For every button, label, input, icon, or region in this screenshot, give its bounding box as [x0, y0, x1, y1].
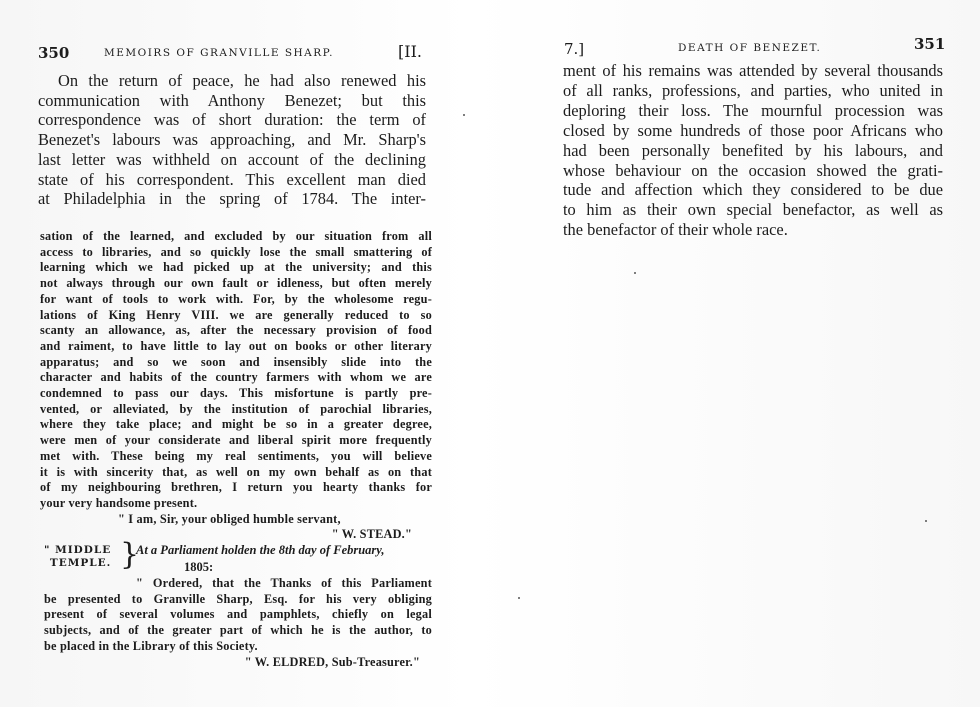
middle-temple-label-line: " MIDDLE	[44, 544, 112, 556]
paper-speck	[463, 114, 465, 116]
parliament-order	[44, 576, 432, 670]
order-signature: " W. ELDRED, Sub-Treasurer."	[244, 654, 420, 669]
body-line: Benezet's labours was approaching, and Mr. Sharp's	[38, 130, 426, 150]
middle-temple-label	[44, 544, 111, 570]
right-body-text	[563, 61, 943, 240]
body-line: On the return of peace, he had also renewed his	[58, 71, 426, 90]
parliament-heading: At a Parliament holden the 8th day of February,	[136, 543, 385, 557]
note-line: and raiment, to have little to lay out on books or other literary	[40, 338, 432, 353]
note-line: access to libraries, and so quickly lose the small smattering of	[40, 244, 432, 259]
note-line: scanty an allowance, as, after the necessary provision of food	[40, 323, 432, 338]
note-line: vented, or alleviated, by the institution of parochial libraries,	[40, 401, 432, 416]
left-page	[0, 0, 470, 707]
middle-temple-label-line: TEMPLE.	[49, 557, 112, 569]
note-line: learning which we had picked up at the university; and this	[40, 260, 432, 275]
right-page	[470, 0, 980, 707]
body-line: closed by some hundreds of those poor Africans who	[563, 120, 943, 140]
right-page-number: 351	[914, 35, 946, 53]
order-line: " Ordered, that the Thanks of this Parliament	[136, 576, 432, 590]
left-body-text	[38, 71, 426, 209]
note-line: were men of your considerate and liberal spirit more frequently	[40, 433, 432, 448]
note-line: lations of King Henry VIII. we are generally reduced to so	[40, 307, 432, 322]
body-line: communication with Anthony Benezet; but this	[38, 90, 426, 110]
parliament-year: 1805:	[184, 560, 214, 574]
body-line: to him as their own special benefactor, as well as	[563, 200, 943, 220]
order-line: be presented to Granville Sharp, Esq. for his very obliging	[44, 591, 432, 606]
body-line: ment of his remains was attended by several thousands	[563, 61, 943, 80]
letter-signature: " W. STEAD."	[331, 527, 412, 542]
brace-symbol: }	[120, 537, 140, 572]
right-chapter-ref: 7.]	[564, 40, 585, 58]
note-line: condemned to pass our days. This misfortune is partly pre-	[40, 386, 432, 401]
paper-speck	[925, 520, 927, 522]
body-line: the benefactor of their whole race.	[563, 220, 788, 240]
body-line: last letter was withheld on account of the declining	[38, 149, 426, 169]
left-running-title: MEMOIRS OF GRANVILLE SHARP.	[104, 47, 334, 59]
note-line: where they take place; and might be so in a greater degree,	[40, 417, 432, 432]
body-line: state of his correspondent. This excellent man died	[38, 169, 426, 189]
note-line: character and habits of the country farmers with whom we are	[40, 370, 432, 385]
body-line: deploring their loss. The mournful procession was	[563, 100, 943, 120]
right-running-title: DEATH OF BENEZET.	[678, 42, 822, 54]
body-line: tude and affection which they considered to be due	[563, 180, 943, 200]
note-line: it is with sincerity that, as well on my own behalf as on that	[40, 464, 432, 479]
note-line: of my neighbouring brethren, I return you hearty thanks for	[40, 480, 432, 495]
note-line: not always through our own fault or idleness, but often merely	[40, 276, 432, 291]
note-line: sation of the learned, and excluded by our situation from all	[40, 229, 432, 243]
order-line: subjects, and of the greater part of which he is the author, to	[44, 623, 432, 638]
letter-closing: " I am, Sir, your obliged humble servant,	[118, 511, 341, 526]
body-line: at Philadelphia in the spring of 1784. The inter-	[38, 189, 426, 209]
note-line: apparatus; and so we soon and insensibly slide into the	[40, 354, 432, 369]
order-line: present of several volumes and pamphlets, chiefly on legal	[44, 607, 432, 622]
paper-speck	[518, 597, 520, 599]
note-line: met with. These being my real sentiments, you will believe	[40, 448, 432, 463]
paper-speck	[634, 272, 636, 274]
body-line: correspondence was of short duration: the term of	[38, 110, 426, 130]
note-line: your very handsome present.	[40, 495, 198, 510]
body-line: whose behaviour on the occasion showed the grati-	[563, 160, 943, 180]
order-line: be placed in the Library of this Society.	[44, 638, 258, 653]
footnote-letter	[40, 229, 432, 543]
note-line: for want of tools to work with. For, by the wholesome regu-	[40, 291, 432, 306]
left-page-number: 350	[38, 44, 70, 62]
left-chapter-ref: [II.	[398, 42, 422, 61]
body-line: of all ranks, professions, and parties, who united in	[563, 80, 943, 100]
body-line: had been personally benefited by his labours, and	[563, 140, 943, 160]
